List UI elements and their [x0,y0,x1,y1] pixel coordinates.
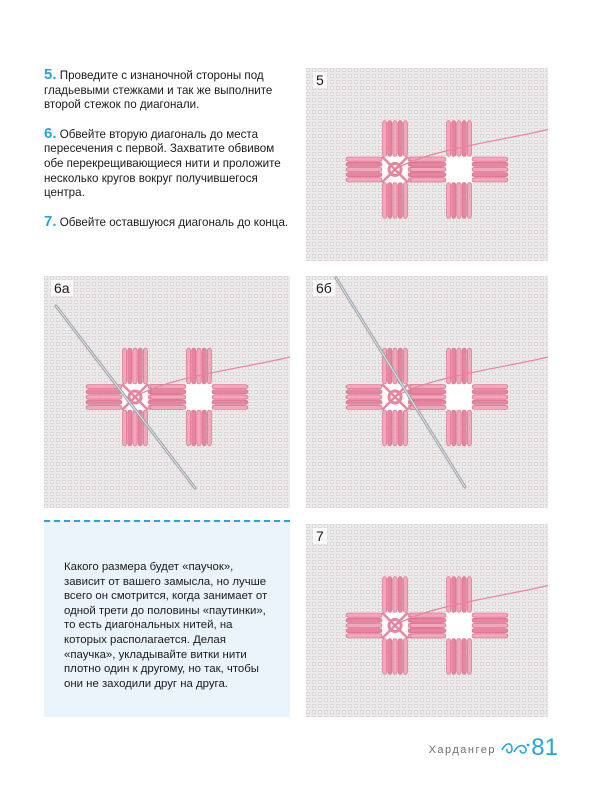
photo-label-7: 7 [313,528,327,544]
embroidery-illustration [306,276,548,508]
photo-step-7 [306,524,548,717]
swirl-ornament-icon [500,740,530,758]
step-7-number: 7. [44,212,57,230]
note-dashed-divider [44,520,290,522]
embroidery-illustration [306,68,548,261]
step-5 [44,68,294,113]
step-7-text: Обвейте оставшуюся диагональ до конца. [59,215,289,229]
photo-label-5: 5 [313,72,327,88]
note-box [44,520,290,717]
page-number: 81 [531,734,558,761]
running-footer-title: Хардангер [428,744,496,756]
step-6-number: 6. [44,124,57,142]
photo-step-6a [44,276,290,508]
embroidery-illustration [306,524,548,717]
note-text: Какого размера будет «паучок», зависит от вашего замысла, но лучше всего он смотрится, когда занимает от одной трети до половины «паутинки», то есть диагональных нитей, на которых располагается. Делая «паучка», укладывайте витки нити плотно один к другому, но так, чтобы они не заходили друг на друга. [64,561,268,690]
photo-label-6a: 6а [51,280,73,296]
step-5-text: Проведите с изнаночной стороны под гладьевыми стежками и так же выполните второй стежок по диагонали. [44,69,273,112]
photo-label-6b: 6б [313,280,335,296]
step-7 [44,212,294,231]
step-6 [44,124,294,201]
photo-step-6b [306,276,548,508]
embroidery-illustration [44,276,290,508]
photo-step-5 [306,68,548,261]
step-5-number: 5. [44,66,57,83]
steps-text-block [44,68,294,244]
step-6-text: Обвейте вторую диагональ до места пересечения с первой. Захватите обвивом обе перекрещивающиеся нити и проложите несколько кругов вокруг получившегося центра. [44,127,281,200]
